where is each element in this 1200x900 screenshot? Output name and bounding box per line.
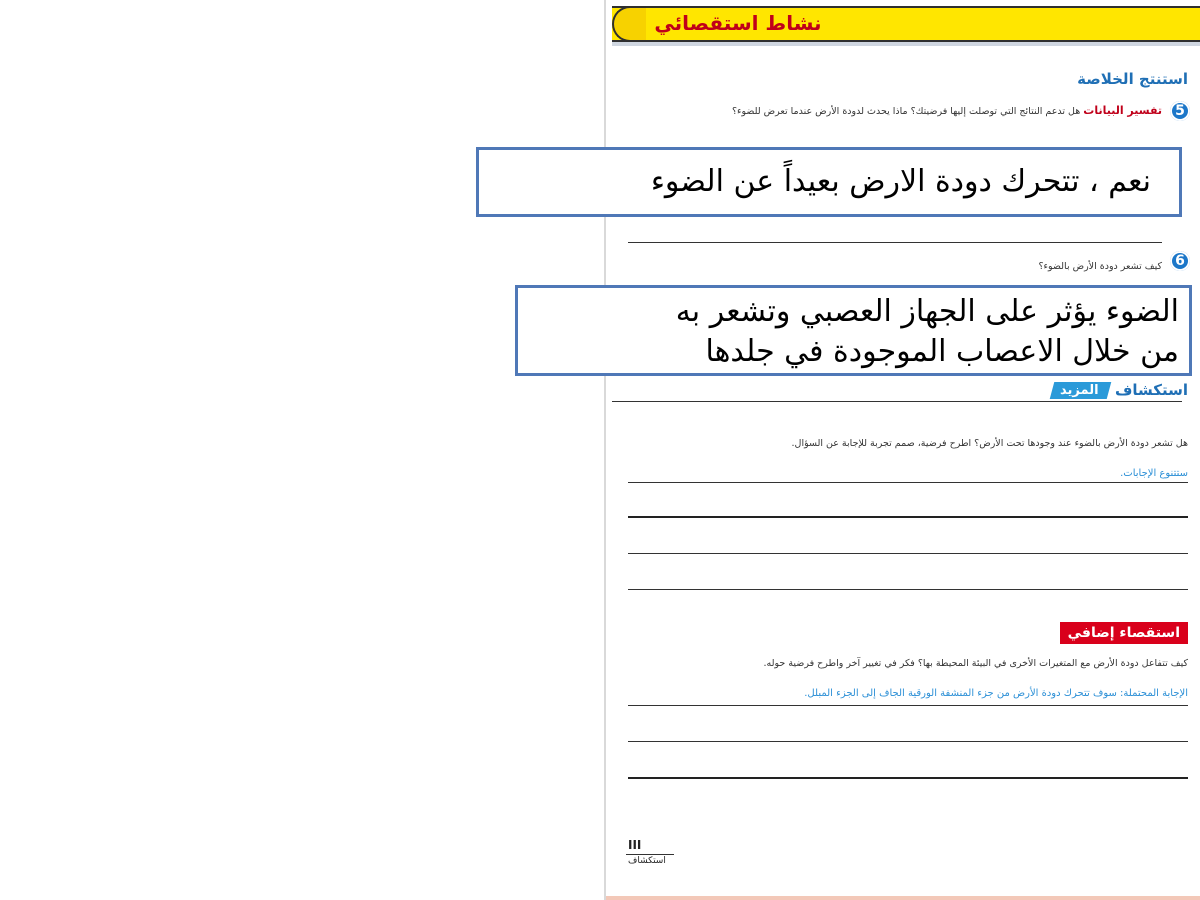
- footer-label: استكشاف: [628, 856, 666, 866]
- explore-tag-right: المزيد: [1050, 382, 1111, 399]
- explore-underline: [612, 401, 1182, 402]
- explore-more-tag: [1052, 380, 1188, 400]
- activity-title: نشاط استقصائي: [654, 11, 822, 35]
- question-5-number: 5: [1170, 101, 1190, 121]
- answer-q6-line-1: الضوء يؤثر على الجهاز العصبي وتشعر به: [675, 294, 1179, 329]
- conclusion-heading: استنتج الخلاصة: [1077, 70, 1188, 88]
- extra-inquiry-answer: الإجابة المحتملة: سوف تتحرك دودة الأرض من جزء المنشفة الورقية الجاف إلى الجزء المبلل.: [804, 688, 1188, 699]
- footer-rule: [626, 854, 674, 855]
- answer-q5-text: نعم ، تتحرك دودة الارض بعيداً عن الضوء: [650, 164, 1151, 199]
- page-number: III: [628, 838, 642, 852]
- question-5-key: تفسير البيانات: [1083, 104, 1162, 117]
- question-6-number: 6: [1170, 251, 1190, 271]
- answer-line: [628, 482, 1188, 483]
- answer-box-q6[interactable]: [515, 285, 1192, 376]
- answer-line: [628, 777, 1188, 779]
- banner-shade: [612, 42, 1200, 46]
- answer-q6-line-2: من خلال الاعصاب الموجودة في جلدها: [705, 334, 1179, 369]
- answer-line: [628, 589, 1188, 590]
- explore-tag-left: استكشاف: [1114, 381, 1188, 399]
- explore-more-answer-hint: ستتنوع الإجابات.: [1120, 468, 1188, 479]
- banner-cap: [612, 6, 646, 42]
- page-edge: [604, 0, 606, 900]
- activity-banner: [612, 6, 1200, 42]
- answer-line: [628, 242, 1162, 243]
- question-5-text: هل تدعم النتائج التي توصلت إليها فرضيتك؟ ماذا يحدث لدودة الأرض عندما تعرض للضوء؟: [731, 106, 1081, 117]
- question-6-text: كيف تشعر دودة الأرض بالضوء؟: [1038, 261, 1162, 272]
- answer-line: [628, 741, 1188, 742]
- answer-box-q5[interactable]: [476, 147, 1182, 217]
- page-bottom-strip: [606, 896, 1200, 900]
- explore-more-question: هل تشعر دودة الأرض بالضوء عند وجودها تحت الأرض؟ اطرح فرضية، صمم تجربة للإجابة عن السؤال.: [791, 438, 1188, 449]
- extra-inquiry-question: كيف تتفاعل دودة الأرض مع المتغيرات الأخرى في البيئة المحيطة بها؟ فكر في تغيير آخر واطرح فرضية حوله.: [763, 658, 1188, 669]
- answer-line: [628, 553, 1188, 554]
- question-5: [652, 103, 1162, 120]
- extra-inquiry-tag: استقصاء إضافي: [1060, 622, 1188, 644]
- answer-line: [628, 516, 1188, 518]
- answer-line: [628, 705, 1188, 706]
